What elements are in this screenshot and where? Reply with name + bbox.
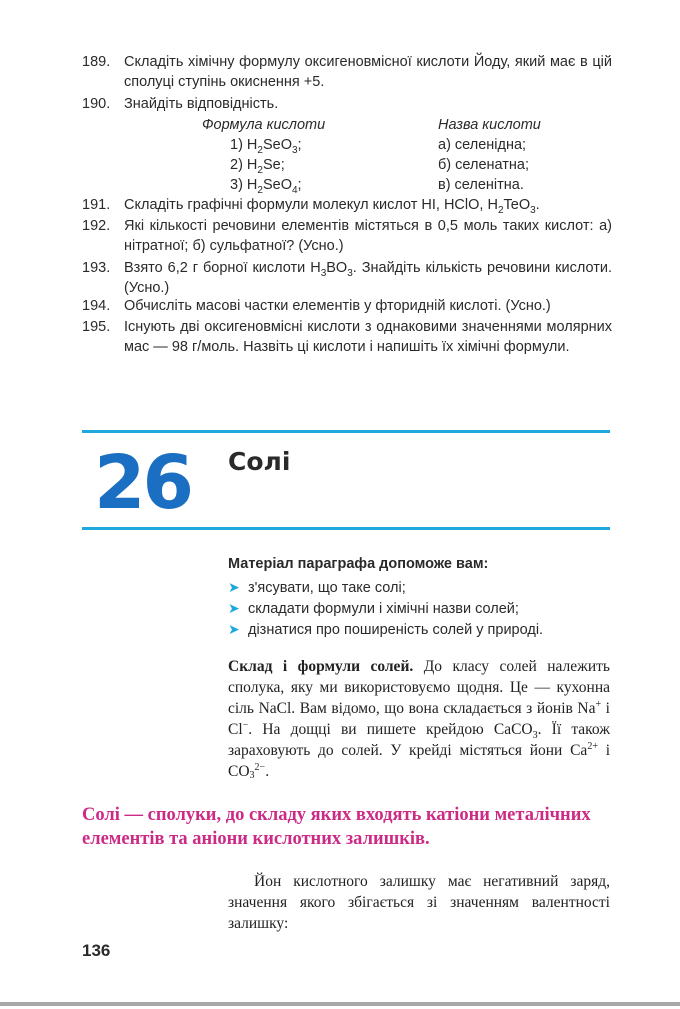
body-paragraph-anion: Йон кислотного залишку має негативний заряд, значення якого збігається зі значенням валентності залишку: — [228, 873, 610, 932]
arrow-bullet-icon: ➤ — [228, 580, 240, 596]
exercise-text: Складіть графічні формули молекул кислот HI, HClO, $H_2TeO_3$. — [124, 197, 540, 216]
formula-1: 1) $H_2SeO_3$; — [230, 137, 302, 156]
exercise-text: Складіть хімічну формулу оксигеновмісної кислоти Йоду, який має в цій сполуці ступінь окиснення +5. — [124, 54, 612, 90]
goal-item: ➤ складати формули і хімічні назви солей; — [228, 601, 519, 617]
exercise-text: Які кількості речовини елементів містяться в 0,5 моль таких кислот: а) нітратної; б) сульфатної? (Усно.) — [124, 218, 612, 254]
exercise-text: Взято 6,2 г борної кислоти $H_3BO_3$. Знайдіть кількість речовини кислоти. (Усно.) — [124, 260, 612, 296]
body-paragraph-composition: Склад і формули солей. До класу солей належить сполука, яку ми використовуємо щодня. Це — кухонна сіль NaCl. Вам відомо, що вона складається з йонів Na+ і Cl−. На дощці ви пишете крейдою CaCO$_3$. Її також зараховують до солей. У крейді містяться йони $Ca^{2+}$ і $CO_3^{2-}$. — [228, 658, 610, 782]
formula-2: 2) $H_2Se$; — [230, 157, 285, 176]
chapter-title: Солі — [228, 447, 291, 476]
exercise-number: 192. — [82, 218, 111, 234]
acid-name-c: в) селенітна. — [438, 177, 524, 193]
page-bottom-border — [0, 1002, 680, 1006]
exercise-192 — [82, 216, 612, 256]
exercise-number: 191. — [82, 197, 111, 213]
formula-3: 3) $H_2SeO_4$; — [230, 177, 302, 196]
exercise-193 — [82, 258, 612, 298]
exercise-189 — [82, 52, 612, 92]
arrow-bullet-icon: ➤ — [228, 622, 240, 638]
exercise-190 — [82, 94, 612, 114]
exercise-number: 193. — [82, 260, 111, 276]
acid-name-a: а) селенідна; — [438, 137, 527, 153]
goal-item: ➤ дізнатися про поширеність солей у природі. — [228, 622, 544, 638]
exercise-number: 195. — [82, 319, 111, 335]
chapter-rule-top — [82, 430, 610, 433]
exercise-text: Знайдіть відповідність. — [124, 96, 279, 112]
exercise-number: 194. — [82, 298, 111, 314]
definition: Солі — сполуки, до складу яких входять катіони металічних елементів та аніони кислотних залишків. — [82, 805, 591, 849]
exercise-194 — [82, 296, 612, 316]
table-header-name: Назва кислоти — [438, 117, 541, 133]
exercise-number: 190. — [82, 96, 111, 112]
exercise-195 — [82, 317, 612, 357]
acid-name-b: б) селенатна; — [438, 157, 530, 173]
goals-title: Матеріал параграфа допоможе вам: — [228, 556, 489, 572]
exercise-text: Обчисліть масові частки елементів у фторидній кислоті. (Усно.) — [124, 298, 551, 314]
table-header-formula: Формула кислоти — [202, 117, 326, 133]
goal-item: ➤ з'ясувати, що таке солі; — [228, 580, 406, 596]
page-number: 136 — [82, 941, 111, 960]
chapter-number: 26 — [94, 440, 191, 526]
arrow-bullet-icon: ➤ — [228, 601, 240, 617]
exercise-text: Існують дві оксигеновмісні кислоти з однаковими значеннями молярних мас — 98 г/моль. Назвіть ці кислоти і напишіть їх хімічні формули. — [124, 319, 612, 355]
paragraph-heading: Склад і формули солей. — [228, 658, 414, 675]
chapter-rule-bottom — [82, 527, 610, 530]
exercise-number: 189. — [82, 54, 111, 70]
exercise-191 — [82, 195, 612, 215]
